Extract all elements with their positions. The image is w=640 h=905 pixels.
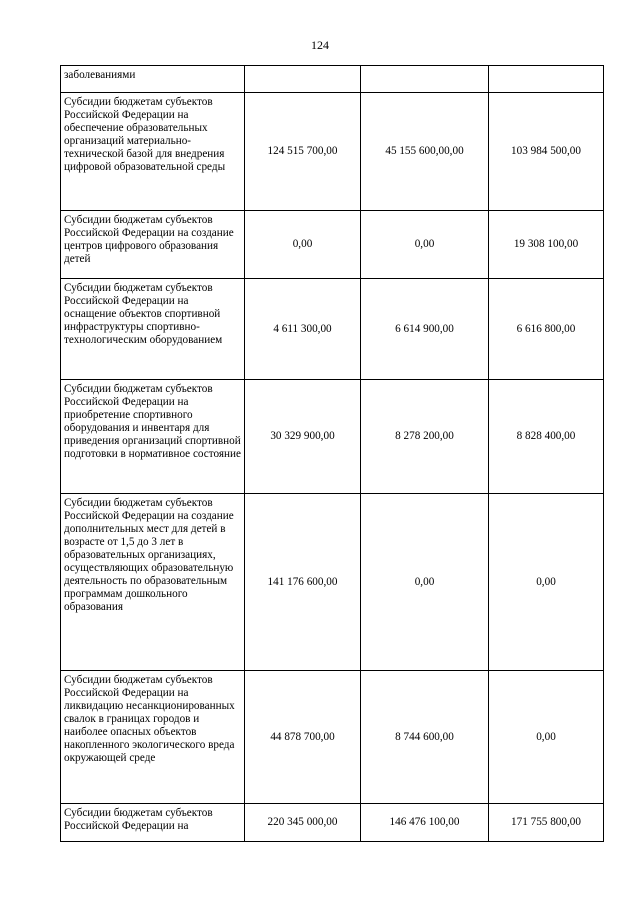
row-description: Субсидии бюджетам субъектов Российской Федерации на создание дополнительных мест для детей в возрасте от 1,5 до 3 лет в образовательных организациях, осуществляющих образовательную деятельность по образовательным программам дошкольного образования — [61, 494, 245, 671]
value-cell-year-1: 44 878 700,00 — [245, 671, 361, 804]
budget-subsidies-table — [60, 65, 604, 842]
table-row — [61, 380, 604, 494]
table-row — [61, 279, 604, 380]
value-cell-year-2: 0,00 — [361, 211, 489, 279]
value-cell-year-2: 8 744 600,00 — [361, 671, 489, 804]
value-cell-year-2: 6 614 900,00 — [361, 279, 489, 380]
row-description: заболеваниями — [61, 66, 245, 93]
value-cell-year-2 — [361, 66, 489, 93]
value-cell-year-3: 6 616 800,00 — [489, 279, 604, 380]
value-cell-year-1: 30 329 900,00 — [245, 380, 361, 494]
value-cell-year-1: 0,00 — [245, 211, 361, 279]
row-description: Субсидии бюджетам субъектов Российской Федерации на обеспечение образовательных организаций материально-технической базой для внедрения цифровой образовательной среды — [61, 93, 245, 211]
table-row — [61, 93, 604, 211]
value-cell-year-1: 124 515 700,00 — [245, 93, 361, 211]
value-cell-year-3: 103 984 500,00 — [489, 93, 604, 211]
value-cell-year-3: 0,00 — [489, 494, 604, 671]
value-cell-year-3 — [489, 66, 604, 93]
value-cell-year-1: 4 611 300,00 — [245, 279, 361, 380]
value-cell-year-2: 8 278 200,00 — [361, 380, 489, 494]
value-cell-year-3: 8 828 400,00 — [489, 380, 604, 494]
value-cell-year-3: 19 308 100,00 — [489, 211, 604, 279]
value-cell-year-2: 45 155 600,00,00 — [361, 93, 489, 211]
value-cell-year-2: 0,00 — [361, 494, 489, 671]
page-number: 124 — [311, 38, 329, 52]
value-cell-year-1 — [245, 66, 361, 93]
table-row — [61, 211, 604, 279]
row-description: Субсидии бюджетам субъектов Российской Федерации на — [61, 804, 245, 842]
row-description: Субсидии бюджетам субъектов Российской Федерации на оснащение объектов спортивной инфраструктуры спортивно-технологическим оборудованием — [61, 279, 245, 380]
row-description: Субсидии бюджетам субъектов Российской Федерации на приобретение спортивного оборудования и инвентаря для приведения организаций спортивной подготовки в нормативное состояние — [61, 380, 245, 494]
table-row — [61, 804, 604, 842]
value-cell-year-2: 146 476 100,00 — [361, 804, 489, 842]
value-cell-year-1: 220 345 000,00 — [245, 804, 361, 842]
table-row — [61, 66, 604, 93]
table-row — [61, 671, 604, 804]
value-cell-year-1: 141 176 600,00 — [245, 494, 361, 671]
table-row — [61, 494, 604, 671]
row-description: Субсидии бюджетам субъектов Российской Федерации на ликвидацию несанкционированных свалок в границах городов и наиболее опасных объектов накопленного экологического вреда окружающей среде — [61, 671, 245, 804]
value-cell-year-3: 0,00 — [489, 671, 604, 804]
row-description: Субсидии бюджетам субъектов Российской Федерации на создание центров цифрового образования детей — [61, 211, 245, 279]
value-cell-year-3: 171 755 800,00 — [489, 804, 604, 842]
